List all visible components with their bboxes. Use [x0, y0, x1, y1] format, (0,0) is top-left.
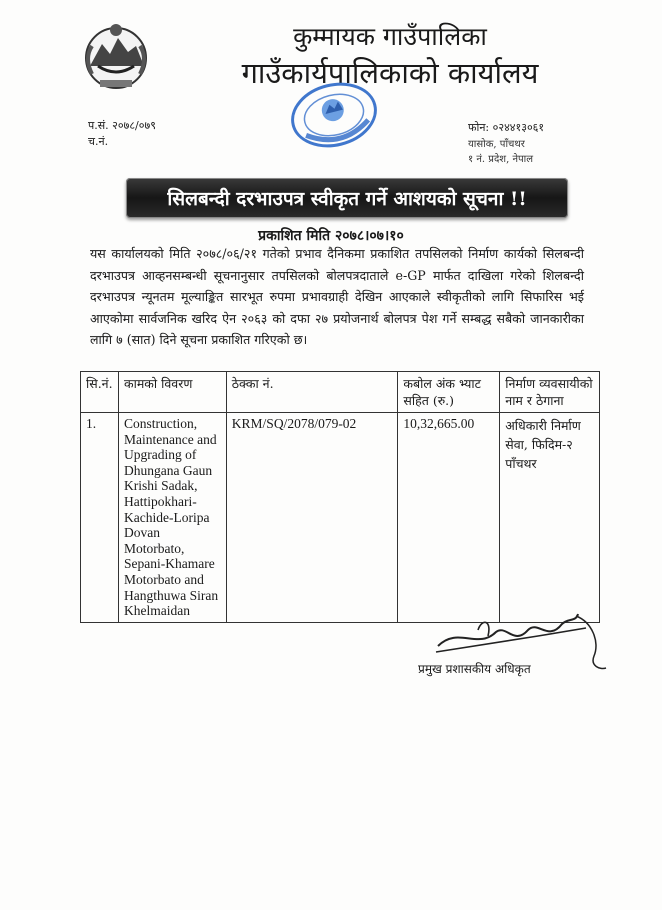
- header-amount: कबोल अंक भ्याट सहित (रु.): [398, 372, 500, 413]
- row-serial: 1.: [81, 413, 119, 623]
- office-name: कुम्मायक गाउँपालिका: [293, 22, 487, 51]
- row-contract-no: KRM/SQ/2078/079-02: [226, 413, 398, 623]
- signature-tail-stroke: [570, 612, 610, 672]
- header-serial: सि.नं.: [81, 372, 119, 413]
- office-phone: फोन: ०२४४१३०६१: [468, 121, 545, 134]
- notice-banner-title: सिलबन्दी दरभाउपत्र स्वीकृत गर्ने आशयको सूचना !!: [167, 188, 527, 210]
- header-contractor: निर्माण व्यवसायीको नाम र ठेगाना: [500, 372, 600, 413]
- nepal-emblem-icon: [78, 18, 154, 94]
- contract-table: [80, 371, 600, 623]
- table-header-row: [81, 372, 600, 413]
- published-date: प्रकाशित मिति २०७८।०७।१०: [258, 228, 404, 244]
- reference-number: प.सं. २०७८/०७९: [88, 119, 156, 132]
- signatory-title: प्रमुख प्रशासकीय अधिकृत: [418, 662, 531, 676]
- dispatch-number: च.नं.: [88, 135, 109, 148]
- row-amount: 10,32,665.00: [398, 413, 500, 623]
- office-title: गाउँकार्यपालिकाको कार्यालय: [241, 56, 539, 90]
- office-address-line2: १ नं. प्रदेश, नेपाल: [468, 154, 534, 165]
- header-description: कामको विवरण: [118, 372, 226, 413]
- row-description: Construction, Maintenance and Upgrading of Dhungana Gaun Krishi Sadak, Hattipokhari-Kachide-Loripa Dovan Motorbato, Sepani-Khamare Motorbato and Hangthuwa Siran Khelmaidan: [118, 413, 226, 623]
- office-stamp-icon: [286, 76, 382, 154]
- notice-banner: [126, 178, 568, 218]
- office-address-line1: यासोक, पाँचथर: [468, 139, 525, 150]
- handwritten-signature: [418, 606, 594, 660]
- header-contract-no: ठेक्का नं.: [226, 372, 398, 413]
- row-contractor: अधिकारी निर्माण सेवा, फिदिम-२ पाँचथर: [500, 413, 600, 623]
- table-row: [81, 413, 600, 623]
- notice-body: यस कार्यालयको मिति २०७८/०६/२१ गतेको प्रभाव दैनिकमा प्रकाशित तपसिलको निर्माण कार्यको सिलबन्दी दरभाउपत्र आव्हनसम्बन्धी सूचनानुसार तपसिलको बोलपत्रदाताले e-GP मार्फत दाखिला गरेको शिलबन्दी दरभाउपत्र न्यूनतम मूल्याङ्कित सारभूत रुपमा प्रभावग्राही देखिन आएकाले स्वीकृतीको लागि सिफारिस भई आएकोमा सार्वजनिक खरिद ऐन २०६३ को दफा २७ प्रयोजनार्थ बोलपत्र पेश गर्ने सम्बद्ध सबैको जानकारीका लागि ७ (सात) दिने सूचना प्रकाशित गरिएको छ।: [90, 246, 584, 348]
